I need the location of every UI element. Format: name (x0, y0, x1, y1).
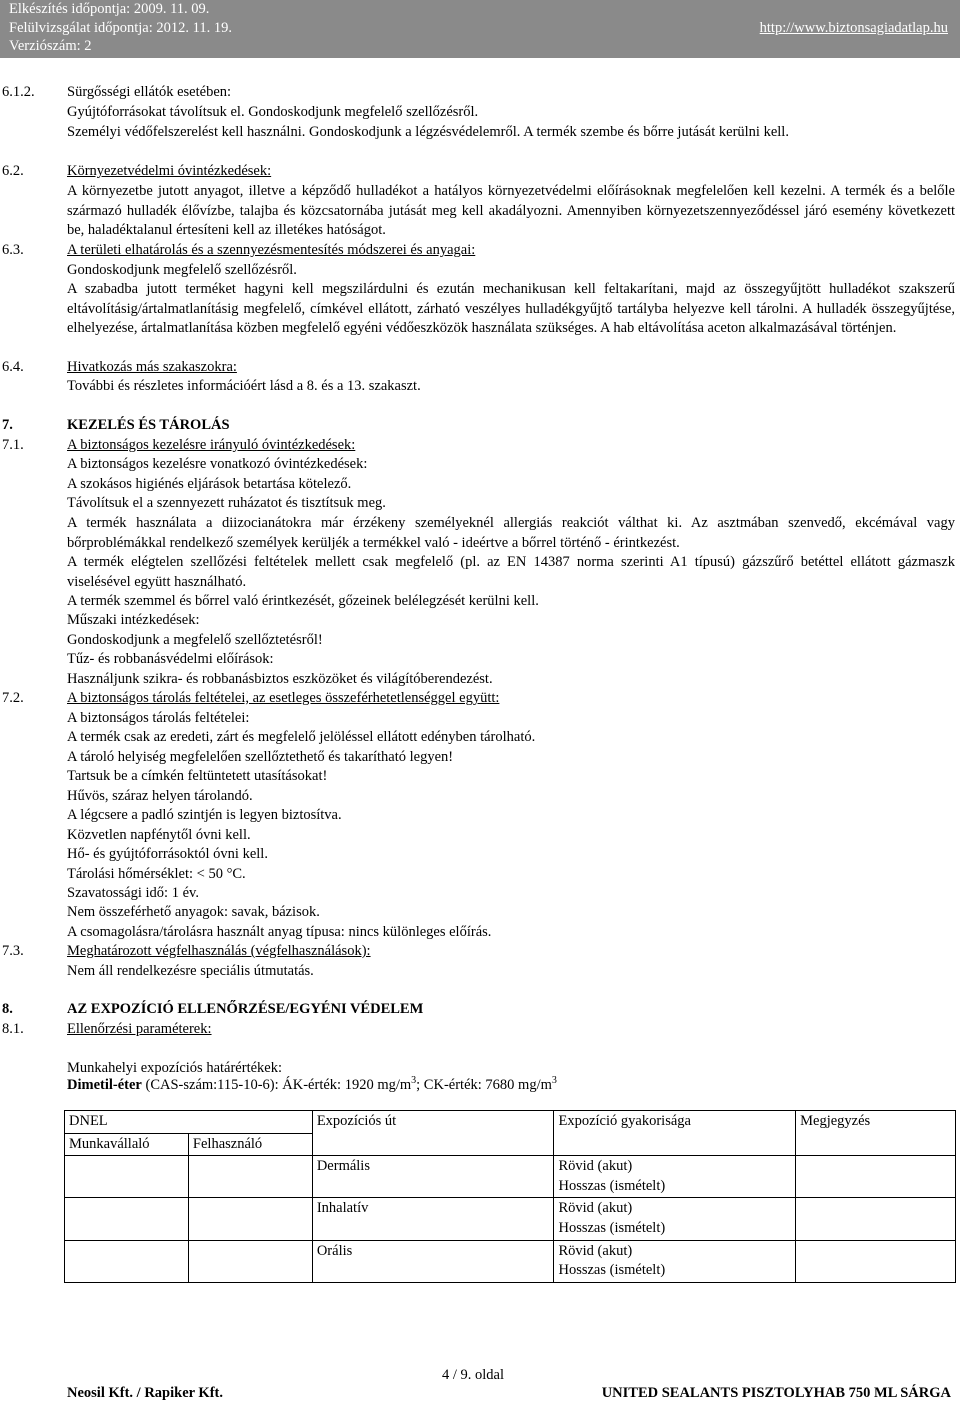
table-cell: Dermális (312, 1156, 554, 1198)
table-row (65, 1156, 956, 1198)
table-cell (65, 1198, 189, 1240)
table-header-cell: Munkavállaló (65, 1133, 189, 1156)
page-number: 4 / 9. oldal (442, 1367, 505, 1383)
table-header-cell: Felhasználó (188, 1133, 312, 1156)
website-link[interactable]: http://www.biztonsagiadatlap.hu (759, 20, 948, 36)
section-6-2-paragraph: A környezetbe jutott anyagot, illetve a képződő hulladékot a hatályos környezetvédelmi előírásoknak megfelelően kell kezelni. A termék és a belőle származó hulladék élővízbe, talajba és közcsatornába jutását meg kell akadályozni. Amennyiben környezetszennyeződéssel járó esemény következett be, haladéktalanul értesíteni kell az illetékes hatóságot. (67, 183, 955, 239)
table-cell (65, 1156, 189, 1198)
section-7-1-paragraph: A termék elégtelen szellőzési feltételek mellett csak megfelelő (pl. az EN 14387 norma szerinti A1 típusú) gázszűrő betéttel ellátott gázmaszk viselésével együtt használható. (67, 554, 955, 590)
table-cell (188, 1240, 312, 1282)
substance-name: Dimetil-éter (67, 1077, 142, 1093)
table-header-cell: Expozíció gyakorisága (554, 1111, 796, 1156)
table-cell: Rövid (akut) Hosszas (ismételt) (554, 1240, 796, 1282)
table-cell (65, 1240, 189, 1282)
dnel-table (64, 1110, 956, 1283)
table-cell: Rövid (akut) Hosszas (ismételt) (554, 1198, 796, 1240)
table-row (65, 1198, 956, 1240)
table-header-row (65, 1111, 956, 1134)
version-number: Verziószám: 2 (9, 38, 92, 54)
section-6-1-2-paragraph: Személyi védőfelszerelést kell használni. Gondoskodjunk a légzésvédelemről. A termék szembe és bőrre jutását kerülni kell. (67, 124, 789, 140)
table-cell (796, 1240, 956, 1282)
creation-date: Elkészítés időpontja: 2009. 11. 09. (9, 1, 210, 17)
revision-date: Felülvizsgálat időpontja: 2012. 11. 19. (9, 19, 232, 36)
table-header-cell: Expozíciós út (312, 1111, 554, 1156)
section-6-3-paragraph: A szabadba jutott terméket hagyni kell megszilárdulni és ezután mechanikusan kell feltakarítani, majd az összegyűjtött hulladékot szakszerű eltávolításig/ártalmatlanításig megfelelő, címkével ellátott, zárható veszélyes hulladékgyűjtő tartályba helyezve kell tárolni. A hulladék összegyűjtése, elhelyezése, ártalmatlanítása közben megfelelő egyéni védőeszközök használata szükséges. A hab eltávolítása aceton alkalmazásával történjen. (67, 281, 955, 337)
table-cell: Rövid (akut) Hosszas (ismételt) (554, 1156, 796, 1198)
header-dates (9, 0, 232, 56)
table-cell (796, 1198, 956, 1240)
table-row (65, 1240, 956, 1282)
table-header-cell: Megjegyzés (796, 1111, 956, 1156)
table-cell: Orális (312, 1240, 554, 1282)
table-cell (188, 1198, 312, 1240)
document-header (0, 0, 960, 58)
footer-product-name: UNITED SEALANTS PISZTOLYHAB 750 ML SÁRGA (601, 1385, 951, 1401)
table-cell (188, 1156, 312, 1198)
table-cell: Inhalatív (312, 1198, 554, 1240)
table-cell (796, 1156, 956, 1198)
footer-company: Neosil Kft. / Rapiker Kft. (67, 1385, 223, 1401)
section-7-1-paragraph: A termék használata a diizocianátokra már érzékeny személyeknél allergiás reakciót válthat ki. Az asztmában szenvedő, ekcémával vagy bőrproblémákkal rendelkező személyek kerüljék a termékkel való - ideértve a bőrrel történő - érintkezést. (67, 515, 955, 551)
table-header-cell: DNEL (65, 1111, 313, 1134)
